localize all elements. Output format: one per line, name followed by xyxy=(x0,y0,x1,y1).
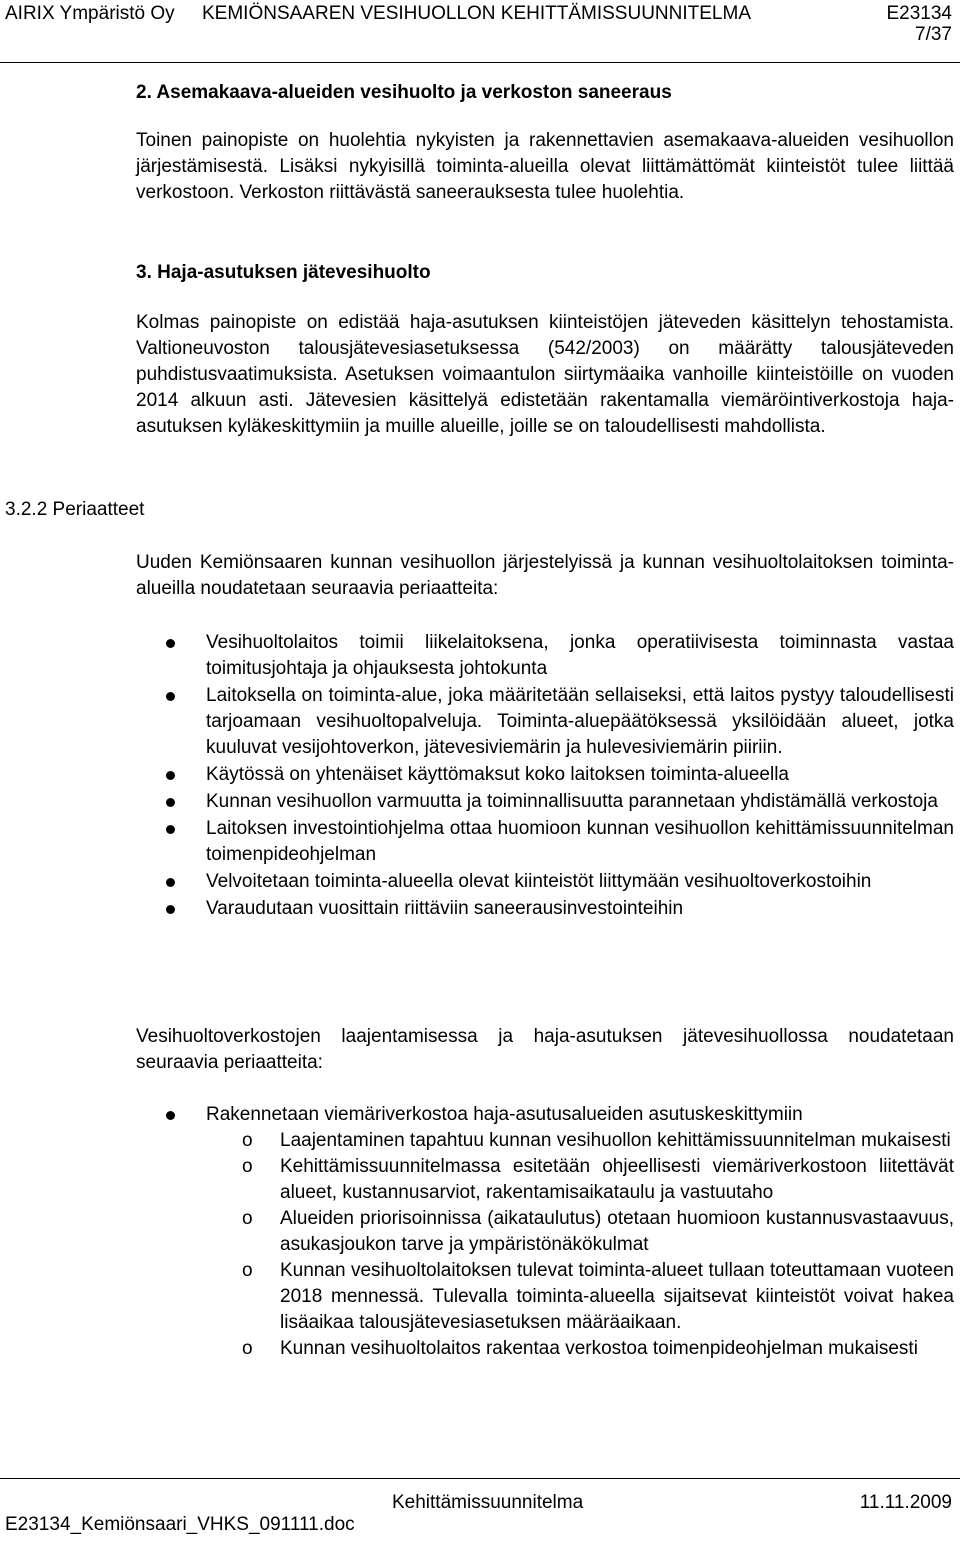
sub-list-item xyxy=(206,1336,954,1362)
bullet-icon xyxy=(166,771,175,780)
sub-bullet-marker: o xyxy=(242,1338,253,1359)
bullet-icon xyxy=(166,798,175,807)
section-3-heading: 3. Haja-asutuksen jätevesihuolto xyxy=(136,262,431,283)
bullet-icon xyxy=(166,878,175,887)
bullet-icon xyxy=(166,1111,175,1120)
sub-list-item xyxy=(206,1206,954,1258)
sub-list xyxy=(206,1128,954,1362)
page-number: 7/37 xyxy=(915,24,952,45)
bullet-icon xyxy=(166,905,175,914)
sub-list-item-text: Alueiden priorisoinnissa (aikataulutus) otetaan huomioon kustannusvastaavuus, asukasjoukon tarve ja ympäristönäkökulmat xyxy=(280,1208,954,1255)
list-item xyxy=(136,1102,954,1362)
bullet-icon xyxy=(166,639,175,648)
list-item-text: Rakennetaan viemäriverkostoa haja-asutusalueiden asutuskeskittymiin xyxy=(206,1104,803,1125)
list-item xyxy=(136,630,954,682)
list-item-text: Velvoitetaan toiminta-alueella olevat kiinteistöt liittymään vesihuoltoverkostoihin xyxy=(206,871,872,892)
principles-heading: 3.2.2 Periaatteet xyxy=(5,499,145,520)
sub-list-item xyxy=(206,1154,954,1206)
principles-intro-2 xyxy=(136,1024,954,1076)
list-item xyxy=(136,789,954,815)
section-3-text: Kolmas painopiste on edistää haja-asutuksen kiinteistöjen jäteveden käsittelyn tehostamista. Valtioneuvoston talousjätevesiasetuksessa (542/2003) on määrätty talousjäteveden puhdistusvaatimuksista. Asetuksen voimaantulon siirtymäaika vanhoille kiinteistöille on vuoden 2014 alkuun asti. Jätevesien käsittelyä edistetään rakentamalla viemäröintiverkostoja haja-asutuksen kyläkeskittymiin ja muille alueille, joille se on taloudellisesti mahdollista. xyxy=(136,312,954,437)
section-2-paragraph xyxy=(136,128,954,206)
sub-list-item xyxy=(206,1258,954,1336)
sub-list-item-text: Kunnan vesihuoltolaitos rakentaa verkostoa toimenpideohjelman mukaisesti xyxy=(280,1338,918,1359)
principles-intro xyxy=(136,550,954,602)
sub-list-item-text: Kunnan vesihuoltolaitoksen tulevat toiminta-alueet tullaan toteuttamaan vuoteen 2018 mennessä. Tulevalla toiminta-alueella sijaitsevat kiinteistöt voivat hakea lisäaikaa talousjätevesiasetuksen määräaikaan. xyxy=(280,1260,954,1333)
list-item xyxy=(136,683,954,761)
list-item-text: Laitoksella on toiminta-alue, joka määritetään sellaiseksi, että laitos pystyy taloudellisesti tarjoamaan vesihuoltopalveluja. Toiminta-aluepäätöksessä yksilöidään alueet, jotka kuuluvat vesijohtoverkon, jätevesiviemärin ja hulevesiviemärin piiriin. xyxy=(206,685,954,758)
header-rule xyxy=(0,62,960,63)
sub-list-item-text: Laajentaminen tapahtuu kunnan vesihuollon kehittämissuunnitelman mukaisesti xyxy=(280,1130,951,1151)
principles-list xyxy=(136,630,954,923)
list-item-text: Käytössä on yhtenäiset käyttömaksut koko laitoksen toiminta-alueella xyxy=(206,764,789,785)
sub-bullet-marker: o xyxy=(242,1130,253,1151)
sub-list-item-text: Kehittämissuunnitelmassa esitetään ohjeellisesti viemäriverkostoon liitettävät alueet, kustannusarviot, rakentamisaikataulu ja vastuutaho xyxy=(280,1156,954,1203)
list-item-text: Kunnan vesihuollon varmuutta ja toiminnallisuutta parannetaan yhdistämällä verkostoja xyxy=(206,791,938,812)
header-company: AIRIX Ympäristö Oy xyxy=(5,3,175,24)
section-3-paragraph xyxy=(136,310,954,440)
footer-rule xyxy=(0,1478,960,1479)
footer-date: 11.11.2009 xyxy=(859,1492,952,1513)
list-item xyxy=(136,896,954,922)
bullet-icon xyxy=(166,825,175,834)
section-2-heading: 2. Asemakaava-alueiden vesihuolto ja verkoston saneeraus xyxy=(136,82,672,103)
section-2-text: Toinen painopiste on huolehtia nykyisten ja rakennettavien asemakaava-alueiden vesihuollon järjestämisestä. Lisäksi nykyisillä toiminta-alueilla olevat liittämättömät kiinteistöt tulee liittää verkostoon. Verkoston riittävästä saneerauksesta tulee huolehtia. xyxy=(136,130,954,203)
bullet-icon xyxy=(166,692,175,701)
sub-bullet-marker: o xyxy=(242,1208,253,1229)
list-item xyxy=(136,816,954,868)
footer-label: Kehittämissuunnitelma xyxy=(392,1492,584,1513)
expansion-principles-list xyxy=(136,1102,954,1363)
principles-intro-2-text: Vesihuoltoverkostojen laajentamisessa ja haja-asutuksen jätevesihuollossa noudatetaan seuraavia periaatteita: xyxy=(136,1026,954,1073)
header-title: KEMIÖNSAAREN VESIHUOLLON KEHITTÄMISSUUNNITELMA xyxy=(202,3,751,24)
list-item xyxy=(136,869,954,895)
sub-list-item xyxy=(206,1128,954,1154)
header-code: E23134 xyxy=(886,3,952,24)
sub-bullet-marker: o xyxy=(242,1156,253,1177)
list-item xyxy=(136,762,954,788)
sub-bullet-marker: o xyxy=(242,1260,253,1281)
list-item-text: Vesihuoltolaitos toimii liikelaitoksena, jonka operatiivisesta toiminnasta vastaa toimitusjohtaja ja ohjauksesta johtokunta xyxy=(206,632,954,679)
list-item-text: Varaudutaan vuosittain riittäviin saneerausinvestointeihin xyxy=(206,898,684,919)
footer-document-name: E23134_Kemiönsaari_VHKS_091111.doc xyxy=(5,1514,355,1535)
principles-intro-text: Uuden Kemiönsaaren kunnan vesihuollon järjestelyissä ja kunnan vesihuoltolaitoksen toiminta-alueilla noudatetaan seuraavia periaatteita: xyxy=(136,552,954,599)
list-item-text: Laitoksen investointiohjelma ottaa huomioon kunnan vesihuollon kehittämissuunnitelman toimenpideohjelman xyxy=(206,818,954,865)
page-header xyxy=(0,0,960,72)
page-footer xyxy=(0,1470,960,1541)
